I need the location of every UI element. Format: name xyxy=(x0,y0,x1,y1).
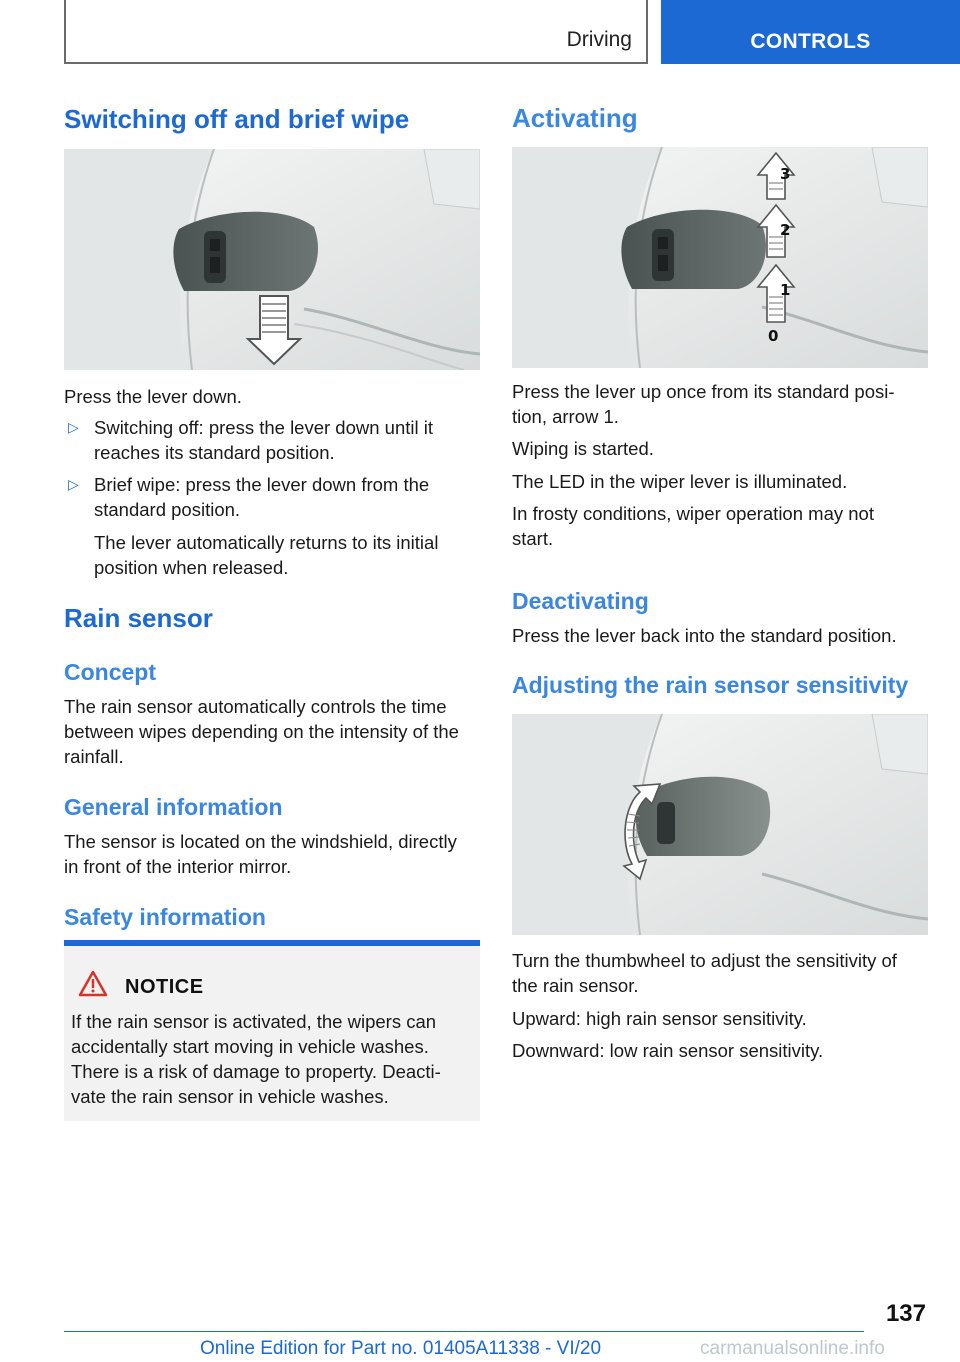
header-chapter-tab: CONTROLS xyxy=(661,0,960,64)
notice-box xyxy=(64,940,480,1121)
notice-line-1: If the rain sensor is activated, the wipers can xyxy=(71,1011,437,1032)
notice-line-3: There is a risk of damage to property. Deacti- xyxy=(71,1061,441,1082)
fig-label-2: 2 xyxy=(780,221,791,239)
fig-label-3: 3 xyxy=(780,165,791,183)
adjusting-line-4: Downward: low rain sensor sensitivity. xyxy=(512,1040,824,1061)
auto-return-line-1: The lever automatically returns to its initial xyxy=(94,532,439,553)
activating-line-3: Wiping is started. xyxy=(512,438,654,459)
header-section-label: Driving xyxy=(566,28,632,51)
fig-label-1: 1 xyxy=(780,281,791,299)
heading-rain-sensor: Rain sensor xyxy=(64,603,213,633)
figure-lever-up xyxy=(512,147,928,368)
warning-triangle-icon xyxy=(78,970,108,998)
lever-up-illustration xyxy=(512,147,928,368)
bullet-triangle-icon: ▷ xyxy=(68,419,79,435)
general-line-1: The sensor is located on the windshield, directly xyxy=(64,831,457,852)
bullet-triangle-icon: ▷ xyxy=(68,476,79,492)
thumbwheel-illustration xyxy=(512,714,928,935)
deactivating-line-1: Press the lever back into the standard position. xyxy=(512,625,897,646)
auto-return-line-2: position when released. xyxy=(94,557,289,578)
lever-down-illustration xyxy=(64,149,480,370)
page-number: 137 xyxy=(885,1300,926,1327)
notice-line-2: accidentally start moving in vehicle washes. xyxy=(71,1036,429,1057)
heading-adjusting-sensitivity: Adjusting the rain sensor sensitivity xyxy=(512,672,909,698)
heading-general-information: General information xyxy=(64,794,283,820)
header-section-box xyxy=(64,0,648,64)
bullet-1-line-2: reaches its standard position. xyxy=(94,442,335,463)
footer-edition: Online Edition for Part no. 01405A11338 - VI/20 xyxy=(200,1338,602,1359)
figure-thumbwheel xyxy=(512,714,928,935)
heading-safety-information: Safety information xyxy=(64,904,266,930)
activating-line-1: Press the lever up once from its standard posi- xyxy=(512,381,895,402)
concept-line-2: between wipes depending on the intensity of the xyxy=(64,721,459,742)
activating-line-5: In frosty conditions, wiper operation may not xyxy=(512,503,874,524)
heading-concept: Concept xyxy=(64,659,156,685)
heading-switching-off: Switching off and brief wipe xyxy=(64,104,410,134)
activating-line-6: start. xyxy=(512,528,554,549)
concept-line-3: rainfall. xyxy=(64,746,124,767)
fig-label-0: 0 xyxy=(768,327,779,345)
bullet-2-line-1: Brief wipe: press the lever down from the xyxy=(94,474,430,495)
general-line-2: in front of the interior mirror. xyxy=(64,856,292,877)
watermark: carmanualsonline.info xyxy=(700,1338,885,1359)
activating-line-4: The LED in the wiper lever is illuminated. xyxy=(512,471,848,492)
bullet-2-line-2: standard position. xyxy=(94,499,241,520)
adjusting-line-3: Upward: high rain sensor sensitivity. xyxy=(512,1008,807,1029)
adjusting-line-2: the rain sensor. xyxy=(512,975,639,996)
text-press-down: Press the lever down. xyxy=(64,386,242,407)
adjusting-line-1: Turn the thumbwheel to adjust the sensitivity of xyxy=(512,950,897,971)
bullet-1-line-1: Switching off: press the lever down until it xyxy=(94,417,433,438)
activating-line-2: tion, arrow 1. xyxy=(512,406,619,427)
heading-activating: Activating xyxy=(512,103,638,133)
figure-lever-down xyxy=(64,149,480,370)
notice-line-4: vate the rain sensor in vehicle washes. xyxy=(71,1086,389,1107)
footer-divider xyxy=(64,1331,864,1332)
heading-deactivating: Deactivating xyxy=(512,588,649,614)
concept-line-1: The rain sensor automatically controls the time xyxy=(64,696,447,717)
notice-label: NOTICE xyxy=(125,976,204,998)
